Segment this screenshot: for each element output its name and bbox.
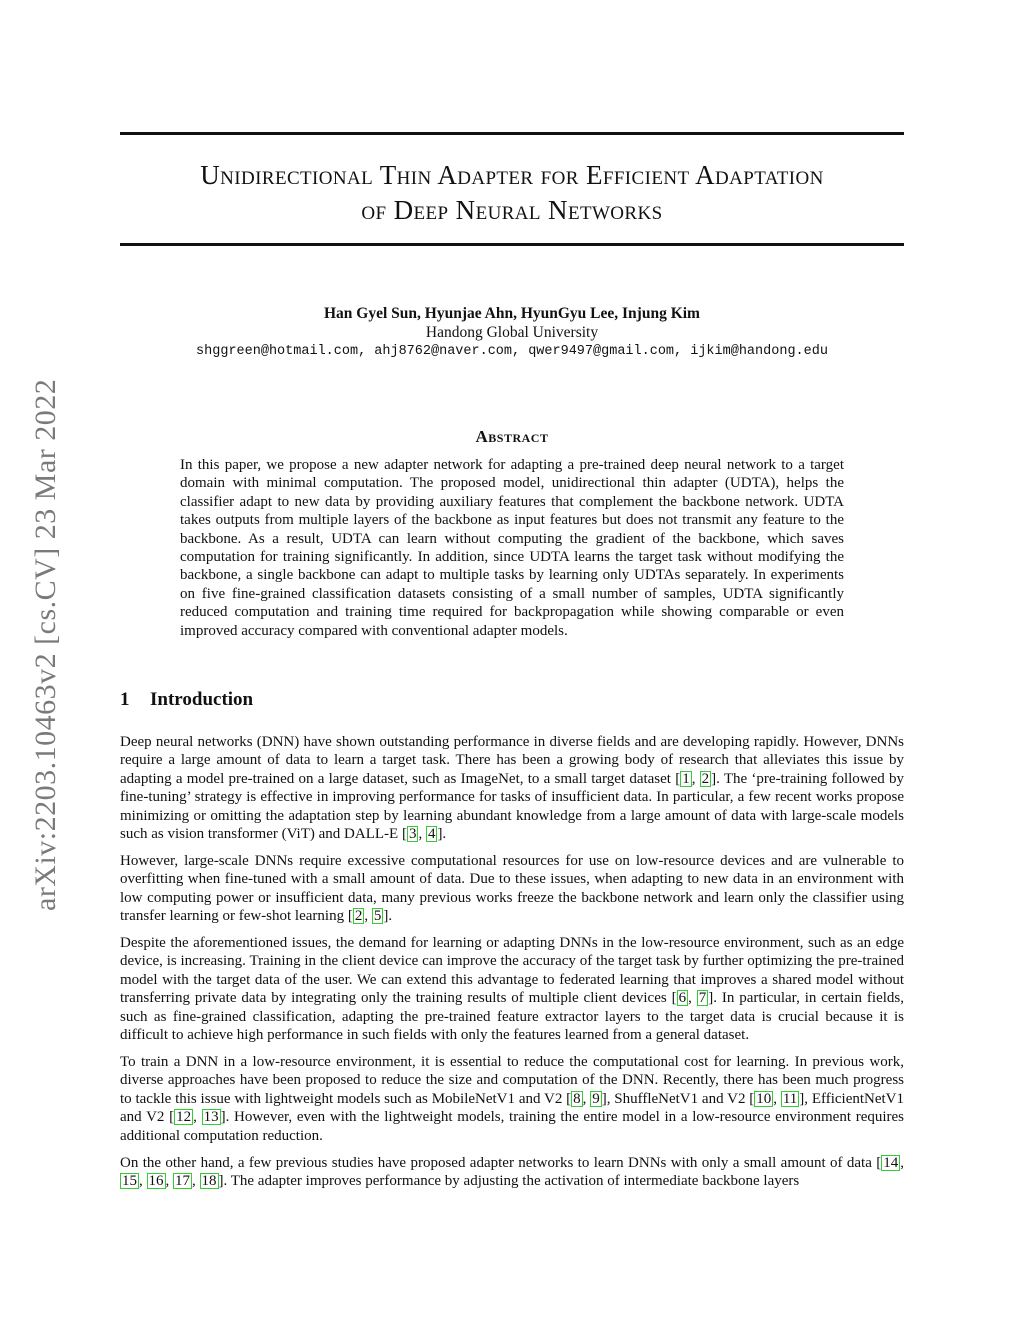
citation-link[interactable]: 16 [148,1172,164,1189]
arxiv-identifier-stamp: arXiv:2203.10463v2 [cs.CV] 23 Mar 2022 [29,378,62,912]
text-run: Deep neural networks (DNN) have shown outstanding performance in diverse fields and are developing rapidly. However, DNNs require a large amount of data to learn a target task. There has been a growing body of research that alleviates this issue by adapting a model pre-trained on a large dataset, such as ImageNet, to a small target dataset [ [120,734,904,787]
citation-link[interactable]: 4 [427,826,436,843]
text-run: However, large-scale DNNs require excessive computational resources for use on low-resource devices and are vulnerable to overfitting when fine-tuned with a small amount of data. Due to these issues, when adapting to new data in an environment with low computing power or insufficient data, many previous works freeze the backbone network and learn only the classifier using transfer learning or few-shot learning [ [120,852,904,925]
text-run: , [773,1090,781,1107]
text-run: ]. [437,826,447,843]
citation-link[interactable]: 13 [203,1109,219,1126]
citation-link[interactable]: 18 [201,1172,217,1189]
citation-link[interactable]: 14 [883,1154,899,1171]
text-run: Despite the aforementioned issues, the demand for learning or adapting DNNs in the low-resource environment, such as an edge device, is increasing. Training in the client device can improve the accuracy of the target task by further optimizing the pre-trained model with the target data of the user. We can extend this advantage to federated learning that improves a shared model without transferring private data by integrating only the training results of multiple client devices [ [120,935,904,1007]
citation-link[interactable]: 10 [756,1090,772,1107]
citation-link[interactable]: 11 [782,1090,798,1107]
text-run: ]. However, even with the lightweight models, training the entire model in a low-resource environment requires additional computation reduction. [120,1109,905,1144]
text-run: , [165,1172,173,1189]
abstract-heading: Abstract [475,427,549,446]
paragraph-1 [120,733,904,843]
citation-link[interactable]: 6 [678,990,687,1007]
paragraph-4 [120,1053,904,1145]
title-top-rule [120,132,904,135]
citation-link[interactable]: 2 [701,770,710,787]
citation-link[interactable]: 17 [175,1172,190,1189]
text-run: ], EfficientNetV1 and V2 [ [120,1090,905,1126]
abstract-text: In this paper, we propose a new adapter network for adapting a pre-trained deep neural network to a target domain with minimal computation. The proposed model, unidirectional thin adapter (UDTA), helps the classifier adapt to new data by providing auxiliary features that complement the backbone network. UDTA takes outputs from multiple layers of the backbone as input features but does not transmit any feature to the backbone. As a result, UDTA can learn without computing the gradient of the backbone, which saves computation for training significantly. In addition, since UDTA learns the target task without modifying the backbone, a single backbone can adapt to multiple tasks by learning only UDTAs separately. In experiments on five fine-grained classification datasets consisting of a small number of samples, UDTA significantly reduced computation and training time required for backpropagation while showing comparable or even improved accuracy compared with conventional adapter models. [180,457,844,639]
citation-link[interactable]: 9 [592,1090,600,1107]
paragraph-5 [120,1154,904,1191]
text-run: ]. [383,908,393,925]
citation-link[interactable]: 2 [354,908,363,925]
introduction-body [120,733,904,1199]
text-run: , [193,1109,202,1126]
section-title: Introduction [150,689,254,710]
paragraph-3 [120,934,904,1044]
title-line-1: Unidirectional Thin Adapter for Efficient Adaptation [200,160,824,190]
text-run: To train a DNN in a low-resource environment, it is essential to reduce the computational cost for learning. In previous work, diverse approaches have been proposed to reduce the size and computation of the DNN. Recently, there has been much progress to tackle this issue with lightweight models such as MobileNetV1 and V2 [ [120,1054,904,1107]
citation-link[interactable]: 12 [176,1109,192,1126]
author-affiliation: Handong Global University [425,324,599,341]
author-emails: shggreen@hotmail.com, ahj8762@naver.com, qwer9497@gmail.com, ijkim@handong.edu [196,344,828,359]
text-run: , [364,908,372,925]
citation-link[interactable]: 5 [373,908,382,925]
paragraph-2 [120,852,904,926]
text-run: On the other hand, a few previous studies have proposed adapter networks to learn DNNs with only a small amount of data [ [120,1154,882,1171]
text-run: ], ShuffleNetV1 and V2 [ [601,1090,755,1107]
title-line-2: of Deep Neural Networks [361,195,663,225]
citation-link[interactable]: 8 [573,1090,581,1107]
text-run: , [582,1090,591,1107]
section-heading-introduction [120,689,253,711]
citation-link[interactable]: 7 [698,990,707,1007]
paper-title [120,158,904,228]
title-bottom-rule [120,243,904,246]
section-number: 1 [120,689,130,710]
text-run: , [418,826,426,843]
author-block [120,304,904,361]
text-run: , [139,1172,147,1189]
text-run: , [192,1172,200,1189]
text-run: , [900,1154,904,1171]
citation-link[interactable]: 3 [408,826,417,843]
text-run: , [691,770,700,787]
author-names: Han Gyel Sun, Hyunjae Ahn, HyunGyu Lee, Injung Kim [324,305,700,322]
citation-link[interactable]: 1 [682,770,690,787]
text-run: ]. In particular, in certain fields, such as fine-grained classification, adapting the pre-trained feature extractor layers to the target data is crucial because it is difficult to achieve high performance in such fields with only the features learned from a general dataset. [120,990,905,1044]
text-run: , [688,990,697,1007]
text-run: ]. The ‘pre-training followed by fine-tuning’ strategy is effective in improving performance for tasks of insufficient data. In particular, a few recent works propose minimizing or omitting the adaptation step by learning abundant knowledge from a large amount of data with large-scale models such as vision transformer (ViT) and DALL-E [ [120,770,904,843]
citation-link[interactable]: 15 [122,1172,137,1189]
text-run: ]. The adapter improves performance by adjusting the activation of intermediate backbone layers [218,1172,800,1189]
